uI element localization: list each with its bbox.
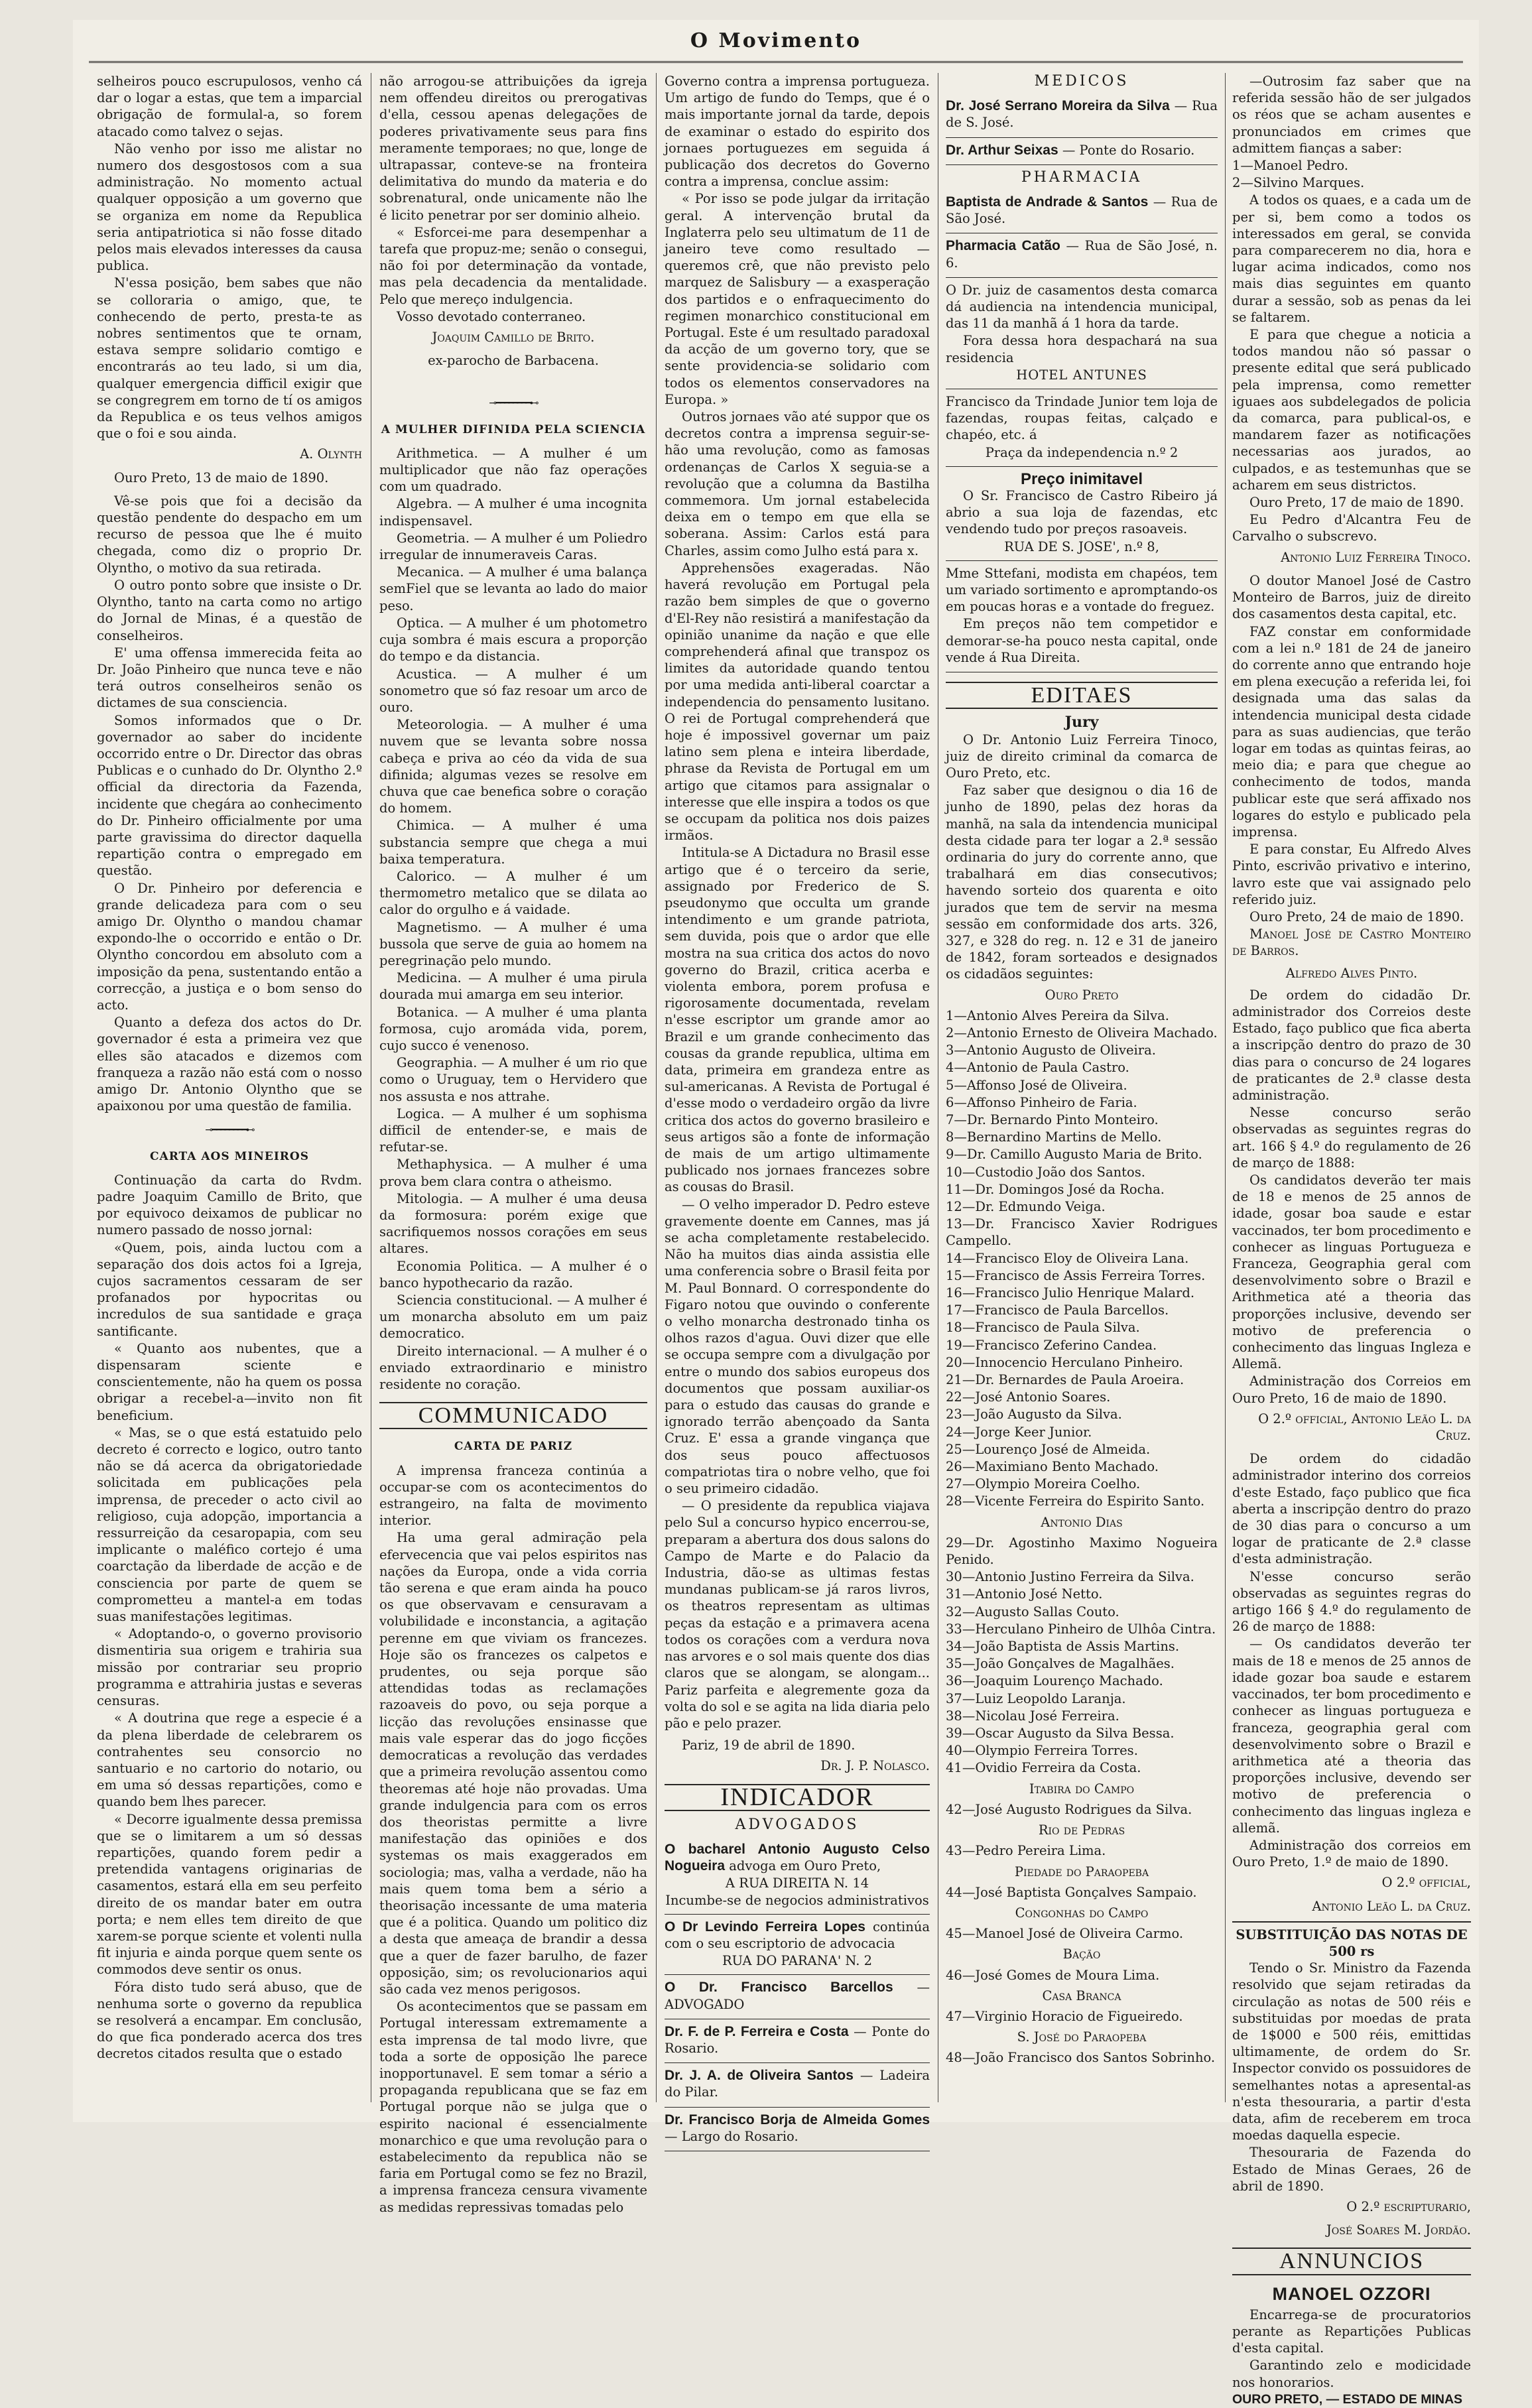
ad-block	[946, 561, 1218, 672]
ad-entry	[946, 142, 1218, 158]
ad-address: RUA DE S. JOSE', n.º 8,	[1004, 539, 1159, 554]
definition-item: Geometria. — A mulher é um Poliedro irregular de innumeraveis Caras.	[379, 530, 647, 563]
list-item: 2—Silvino Marques.	[1232, 175, 1365, 191]
definition-item: Mecanica. — A mulher é uma balança semFiel que se levanta ao lado do maior peso.	[379, 564, 647, 613]
paragraph: Nesse concurso serão observadas as seguintes regras do art. 166 § 4.º do regulamento de 26 de março de 1888:	[1232, 1105, 1471, 1171]
juror-entry: 34—João Baptista de Assis Martins.	[946, 1639, 1180, 1655]
ad-entry	[946, 194, 1218, 227]
ad-text: Em preços não tem competidor e demorar-se-ha pouco nesta capital, onde vende á Rua Direita.	[946, 616, 1218, 665]
definition-item: Algebra. — A mulher é uma incognita indispensavel.	[379, 496, 647, 529]
juror-entry: 30—Antonio Justino Ferreira da Silva.	[946, 1569, 1194, 1585]
ad-address: OURO PRETO, — ESTADO DE MINAS	[1232, 2391, 1463, 2407]
juror-entry: 12—Dr. Edmundo Veiga.	[946, 1198, 1106, 1214]
signature: Antonio Luiz Ferreira Tinoco.	[1281, 549, 1471, 565]
paragraph: Thesouraria de Fazenda do Estado de Minas Geraes, 26 de abril de 1890.	[1232, 2145, 1471, 2194]
ad-block	[946, 389, 1218, 467]
paragraph: « Adoptando-o, o governo provisorio dismentiria sua origem e trahiria sua missão por contrariar seu proprio programma e attrahiria justas e severas censuras.	[97, 1626, 362, 1709]
district-heading: S. José do Paraopeba	[1017, 2029, 1147, 2045]
signature: O 2.º official,	[1381, 1875, 1471, 1891]
juror-entry: 24—Jorge Keer Junior.	[946, 1424, 1092, 1440]
ad-name: O bacharel Antonio Augusto Celso Nogueira	[665, 1841, 930, 1874]
ad-entry	[665, 2067, 930, 2100]
district-heading: Rio de Pedras	[1038, 1822, 1125, 1838]
definition-item: Logica. — A mulher é um sophisma difficil de entender-se, e mais de refutar-se.	[379, 1106, 647, 1155]
signature: O 2.º official, Antonio Leão L. da Cruz.	[1258, 1411, 1471, 1444]
ad-entry	[946, 237, 1218, 271]
ad-title: HOTEL ANTUNES	[1016, 367, 1147, 383]
column-4	[946, 73, 1218, 2102]
juror-entry: 9—Dr. Camillo Augusto Maria de Brito.	[946, 1147, 1202, 1163]
juror-entry: 7—Dr. Bernardo Pinto Monteiro.	[946, 1111, 1159, 1127]
district-heading: Antonio Dias	[1041, 1514, 1123, 1530]
column-divider	[656, 73, 657, 2102]
ad-entry	[665, 2112, 930, 2145]
district-heading: Casa Branca	[1042, 1988, 1121, 2003]
juror-entry: 17—Francisco de Paula Barcellos.	[946, 1302, 1169, 1318]
paragraph: « Esforcei-me para desempenhar a tarefa que propuz-me; senão o consegui, não foi por determinação da vontade, mas pela decadencia da mentalidade. Pelo que mereço indulgencia.	[379, 224, 647, 307]
ad-block	[665, 2108, 930, 2151]
juror-entry: 31—Antonio José Netto.	[946, 1586, 1103, 1602]
ad-block	[946, 190, 1218, 233]
paragraph: « Mas, se o que está estatuido pelo decreto é correcto e logico, outro tanto não se dá acerca da obrigatoriedade solicitada em publicações pela imprensa, de preceder o acto civil ao religioso, cuja adopção, importancia a ressurreição da cesaropapia, com seu implicante o maléfico cortejo é uma coarctação da liberdade de acção e de consciencia por parte de quem se comprometteu a mantel-a em todas suas manifestações legitimas.	[97, 1425, 362, 1625]
juror-entry: 11—Dr. Domingos José da Rocha.	[946, 1181, 1165, 1197]
paragraph: Fóra disto tudo será abuso, que de nenhuma sorte o governo da republica se resolverá a encampar. Em conclusão, do que fica ponderado acerca dos tres decretos citados resulta que o estado	[97, 1979, 362, 2062]
juror-entry: 18—Francisco de Paula Silva.	[946, 1320, 1140, 1336]
ad-text: — Ponte do Rosario.	[665, 2023, 930, 2056]
juror-entry: 16—Francisco Julio Henrique Malard.	[946, 1285, 1195, 1300]
dateline: Ouro Preto, 17 de maio de 1890.	[1249, 495, 1464, 511]
column-5	[1232, 73, 1471, 2407]
paragraph: E para constar, Eu Alfredo Alves Pinto, escrivão privativo e interino, lavro este que vai assignado pelo referido juiz.	[1232, 842, 1471, 907]
doctor-ads	[946, 94, 1218, 165]
article-fragment: selheiros pouco escrupulosos, venho cá dar o logar a estas, que tem a imparcial obrigação de formulal-a, so forem atacado como talvez o sejas.	[97, 74, 362, 139]
ad-entry	[665, 2023, 930, 2057]
juror-entry: 42—José Augusto Rodrigues da Silva.	[946, 1801, 1192, 1817]
juror-entry: 32—Augusto Sallas Couto.	[946, 1604, 1119, 1619]
section-subheading: CARTA DE PARIZ	[454, 1440, 573, 1454]
ad-title: Preço inimitavel	[1020, 470, 1143, 488]
list-item: 1—Manoel Pedro.	[1232, 158, 1348, 174]
district-heading: Bação	[1062, 1946, 1101, 1962]
juror-entry: 44—José Baptista Gonçalves Sampaio.	[946, 1884, 1197, 1900]
section-heading: SUBSTITUIÇÃO DAS NOTAS DE 500 rs	[1232, 1921, 1471, 1960]
definition-item: Economia Politica. — A mulher é o banco hypothecario da razão.	[379, 1258, 647, 1291]
column-divider	[1225, 73, 1226, 2102]
ad-name: O Dr Levindo Ferreira Lopes	[665, 1919, 865, 1934]
ornament-divider: ⊸━━━━━━━━⊷	[489, 398, 538, 409]
paragraph: O Dr. Pinheiro por deferencia e grande delicadeza para com o seu amigo Dr. Olyntho o mandou chamar expondo-lhe o occorrido e então o Dr. Olyntho concordou em absoluto com a imposição da pena, sustentando então a correcção, a justiça e o bom senso do acto.	[97, 880, 362, 1013]
definition-item: Direito internacional. — A mulher é o enviado extraordinario e ministro residente no coração.	[379, 1343, 647, 1393]
juror-entry: 5—Affonso José de Oliveira.	[946, 1077, 1127, 1093]
dateline: Pariz, 19 de abril de 1890.	[682, 1738, 856, 1753]
paragraph: Apprehensões exageradas. Não haverá revolução em Portugal pela razão bem simples de que o governo d'El-Rey não resistirá a manifestação da opinião unanime da nação e que elle comprehenderá afinal que transpoz os limites da autoridade quando tentou por uma medida anti-liberal coarctar a independencia do pensamento lusitano. O rei de Portugal comprehenderá que hoje é impossivel governar um paiz latino sem plena e inteira liberdade, phrase da Revista de Portugal em um artigo que citamos para assignalar o interesse que elle inspira a todos os que se occupam da politica nos dois paizes irmãos.	[665, 560, 930, 844]
definition-item: Magnetismo. — A mulher é uma bussola que serve de guia ao homem na peregrinação pelo mundo.	[379, 919, 647, 968]
ad-text: Francisco da Trindade Junior tem loja de fazendas, roupas feitas, calçado e chapéo, etc. á	[946, 394, 1218, 443]
signature: José Soares M. Jordão.	[1326, 2222, 1471, 2238]
ad-text: — Largo do Rosario.	[665, 2128, 798, 2144]
top-rule	[89, 61, 1463, 63]
paragraph: E para que chegue a noticia a todos mandou não só passar o presente edital que será publicado pela imprensa, como remetter iguaes aos subdelegados de policia da comarca, para publical-os, e mandarem fazer as notificações necessarias aos jurados, ao culpados, e as testemunhas que se acharem em seus districtos.	[1232, 327, 1471, 493]
ornament-divider: ⊸━━━━━━━━⊷	[205, 1125, 254, 1136]
signature: O 2.º escripturario,	[1346, 2198, 1471, 2214]
paragraph: — Os candidatos deverão ter mais de 18 e menos de 25 annos de idade gozar boa saude e estarem vaccinados, ter bom procedimento e conhecer as linguas portugueza e franceza, geographia geral com desenvolvimento sobre o Brazil e arithmetica até a theoria das proporções inclusive, devendo ser motivo de preferencia o conhecimento das linguas ingleza e allemã.	[1232, 1636, 1471, 1836]
paragraph: A imprensa franceza continúa a occupar-se com os acontecimentos do estrangeiro, na falta de movimento interior.	[379, 1462, 647, 1529]
paragraph: FAZ constar em conformidade com a lei n.º 181 de 24 de janeiro do corrente anno que entrando hoje em plena execução a referida lei, foi designada uma das salas da intendencia municipal desta cidade para as suas audiencias, que terão logar em todas as quintas feiras, ao meio dia; e para que chegue ao conhecimento de todos, manda publicar este que será affixado nos logares do estylo e publicado pela imprensa.	[1232, 623, 1471, 840]
paragraph: Faz saber que designou o dia 16 de junho de 1890, pelas dez horas da manhã, na sala da intendencia municipal desta cidade para ter logar a 2.ª sessão ordinaria do jury do corrente anno, que trabalhará em dias consecutivos; havendo sorteio dos quarenta e oito jurados que tem de servir na mesma sessão em conformidade dos arts. 326, 327, e 328 do reg. n. 12 e 31 de janeiro de 1842, foram sorteados e designados os cidadãos seguintes:	[946, 783, 1218, 982]
paragraph: Somos informados que o Dr. governador ao saber do incidente occorrido entre o Dr. Director das obras Publicas e o cunhado do Dr. Olyntho 2.º official da directoria da Fazenda, incidente que chegára ao conhecimento do Dr. Pinheiro officialmente por uma parte gravissima do director daquella repartição contra o empregado em questão.	[97, 712, 362, 879]
ad-block	[946, 94, 1218, 137]
ad-block	[946, 233, 1218, 277]
section-subheading: ADVOGADOS	[735, 1816, 860, 1833]
paragraph: « Quanto aos nubentes, que a dispensaram sciente e conscientemente, não ha quem os possa obrigar a recebel-a—invito non fit beneficium.	[97, 1340, 362, 1423]
juror-entry: 3—Antonio Augusto de Oliveira.	[946, 1043, 1156, 1058]
paragraph: A todos os quaes, e a cada um de per si, bem como a todos os interessados em geral, se convida para comparecerem no dia, hora e lugar acima indicados, como nos mais dias seguintes em quanto durar a sessão, sob as penas da lei se faltarem.	[1232, 192, 1471, 325]
ad-text: Fora dessa hora despachará na sua residencia	[946, 333, 1218, 365]
paragraph: Continuação da carta do Rvdm. padre Joaquim Camillo de Brito, que por equivoco deixamos de publicar no numero passado de nosso jornal:	[97, 1172, 362, 1238]
paragraph: Administração dos correios em Ouro Preto, 1.º de maio de 1890.	[1232, 1837, 1471, 1870]
juror-entry: 23—João Augusto da Silva.	[946, 1407, 1122, 1423]
section-heading: A MULHER DIFINIDA PELA SCIENCIA	[381, 422, 646, 436]
juror-entry: 27—Olympio Moreira Coelho.	[946, 1476, 1141, 1492]
signature: Dr. J. P. Nolasco.	[820, 1758, 930, 1774]
definition-item: Calorico. — A mulher é um thermometro metalico que se dilata ao calor do orgulho e á vaidade.	[379, 868, 647, 918]
section-subheading: Jury	[1064, 714, 1099, 731]
paragraph: Eu Pedro d'Alcantra Feu de Carvalho o subscrevo.	[1232, 512, 1471, 544]
column-1	[97, 73, 362, 2102]
ad-name: Pharmacia Catão	[946, 238, 1060, 254]
ad-text: — Ponte do Rosario.	[1062, 142, 1195, 158]
juror-entry: 36—Joaquim Lourenço Machado.	[946, 1673, 1163, 1689]
ad-note: Incumbe-se de negocios administrativos	[665, 1892, 929, 1908]
juror-entry: 37—Luiz Leopoldo Laranja.	[946, 1690, 1126, 1706]
column-2	[379, 73, 647, 2215]
definitions-list	[379, 445, 647, 1393]
paragraph: Outros jornaes vão até suppor que os decretos contra a imprensa seguir-se-hão uma revolução, como as famosas ordenanças de Carlos X seguia-se a revolução que a columna da Bastilha commemora. Um jornal estabelecida deixa em o tempo em que ella se soberana. Assim: Carlos está para Charles, assim como Julho está para x.	[665, 409, 930, 558]
ad-text: O Sr. Francisco de Castro Ribeiro já abrio a sua loja de fazendas, etc vendendo tudo por preços rasoaveis.	[946, 488, 1218, 537]
paragraph: — O velho imperador D. Pedro esteve gravemente doente em Cannes, mas já se acha completamente restabelecido. Não ha muitos dias ainda assistia elle uma conferencia sobre o Brasil feita por M. Paul Bonnard. O correspondente do Figaro notou que ouvindo o conferente o velho monarcha destronado tinha os olhos razos d'agua. Ouvi dizer que elle se occupa sempre com a divulgação por entre o mundo dos sabios europeus dos documentos que possam auxiliar-os para o estudo das causas do grande e ignorado terrão abençoado da Santa Cruz. E' essa a grande vingança que dos seus pouco affectuosos compatriotas tira o nobre velho, que foi o seu primeiro cidadão.	[665, 1196, 930, 1497]
paragraph: Os candidatos deverão ter mais de 18 e menos de 25 annos de idade, gosar boa saude e estar vaccinados, ter bom procedimento e conhecer as linguas Portugueza e Franceza, Geographia geral com desenvolvimento sobre o Brazil e Arithmetica até a theoria das proporções inclusive, devendo ser motivo de preferencia o conhecimento das linguas Ingleza e Allemã.	[1232, 1172, 1471, 1372]
ad-name: Baptista de Andrade & Santos	[946, 194, 1149, 210]
ad-block	[665, 1837, 930, 1915]
juror-entry: 19—Francisco Zeferino Candea.	[946, 1337, 1157, 1353]
section-subheading: PHARMACIA	[1021, 168, 1143, 186]
ad-entry	[946, 97, 1218, 131]
juror-entry: 25—Lourenço José de Almeida.	[946, 1441, 1151, 1457]
pharmacy-ads	[946, 190, 1218, 278]
masthead: O Movimento	[690, 29, 862, 52]
signature: Joaquim Camillo de Brito.	[432, 330, 595, 346]
paragraph: Vosso devotado conterraneo.	[397, 308, 586, 324]
juror-entry: 10—Custodio João dos Santos.	[946, 1164, 1145, 1180]
signature: A. Olynth	[300, 446, 362, 462]
section-heading: CARTA AOS MINEIROS	[149, 1149, 309, 1163]
definition-item: Geographia. — A mulher é um rio que como o Uruguay, tem o Hervidero que nos assusta e nos attrahe.	[379, 1055, 647, 1104]
ad-address: Praça da independencia n.º 2	[985, 444, 1179, 460]
paragraph: De ordem do cidadão administrador interino dos correios d'este Estado, faço publico que fica aberta a inscripção dentro do prazo de 30 dias para o concurso a um logar de praticante de 2.ª classe d'esta administração.	[1232, 1451, 1471, 1567]
ad-name: Dr. Francisco Borja de Almeida Gomes	[665, 2112, 930, 2127]
signature-title: ex-parocho de Barbacena.	[428, 353, 599, 369]
ad-entry	[665, 1979, 930, 2012]
section-box-heading: COMMUNICADO	[379, 1402, 647, 1429]
ad-block	[946, 467, 1218, 561]
paragraph: E' uma offensa immerecida feita ao Dr. João Pinheiro que nunca teve e não terá outros conselheiros senão os dictames de sua consciencia.	[97, 645, 362, 711]
juror-entry: 28—Vicente Ferreira do Espirito Santo.	[946, 1493, 1205, 1509]
paragraph: Governo contra a imprensa portugueza. Um artigo de fundo do Temps, que é o mais importante jornal da tarde, depois de examinar o estado do espirito dos jornaes portuguezes em seguida á publicação dos decretos do Governo contra a imprensa, conclue assim:	[665, 74, 930, 190]
paragraph: O doutor Manoel José de Castro Monteiro de Barros, juiz de direito dos casamentos desta capital, etc.	[1232, 572, 1471, 622]
definition-item: Optica. — A mulher é um photometro cuja sombra é mais escura a proporção do tempo e da distancia.	[379, 615, 647, 665]
paragraph: N'esse concurso serão observadas as seguintes regras do artigo 166 § 4.º do regulamento de 26 de março de 1888:	[1232, 1568, 1471, 1635]
ad-text: — Ladeira do Pilar.	[665, 2068, 930, 2100]
ad-entry	[665, 1841, 930, 1874]
ad-text: — ADVOGADO	[665, 1980, 930, 2012]
juror-entry: 13—Dr. Francisco Xavier Rodrigues Campello.	[946, 1216, 1218, 1249]
ad-text: — Rua de S. José.	[946, 98, 1218, 131]
signature: Manoel José de Castro Monteiro de Barros.	[1232, 926, 1471, 959]
paragraph: Intitula-se A Dictadura no Brasil esse artigo que é o terceiro da serie, assignado por Frederico de S. pseudonymo que occulta um grande intendimento e um grande patriota, sem duvida, pois que o ardor que elle mostra na sua critica dos actos do novo governo do Brazil, critica acerba e violenta embora, porem profusa e rigorosamente documentada, revelam n'esse escriptor um grande amor ao Brazil e um grande conhecimento das cousas da grande republica, ultima em data, primeira em grandeza entre as sul-americanas. A Revista de Portugal é d'esse modo o verdadeiro orgão da livre critica dos actos do governo brasileiro e seus artigos são a fonte de informação de mais de um artigo ultimamente publicado nos jornaes francezes sobre as cousas do Brasil.	[665, 845, 930, 1195]
ad-text: O Dr. juiz de casamentos desta comarca dá audiencia na intendencia municipal, das 11 da manhã á 1 hora da tarde.	[946, 282, 1218, 332]
paragraph: « A doutrina que rege a especie é a da plena liberdade de celebrarem os contrahentes seu consorcio no santuario e no cartorio do notario, ou em uma só dessas repartições, como e quando bem lhes parecer.	[97, 1710, 362, 1810]
paragraph: Quanto a defeza dos actos do Dr. governador é esta a primeira vez que elles são atacados e dizemos com franqueza a razão não está com o nosso amigo Dr. Antonio Olyntho que se apaixonou por uma questão de familia.	[97, 1015, 362, 1114]
juror-entry: 45—Manoel José de Oliveira Carmo.	[946, 1926, 1184, 1942]
juror-entry: 6—Affonso Pinheiro de Faria.	[946, 1094, 1137, 1110]
ad-text: — Rua de São José.	[946, 194, 1218, 227]
paragraph: « Por isso se pode julgar da irritação geral. A intervenção brutal da Inglaterra pelo seu ultimatum de 11 de janeiro teve como resultado — queremos crê, que não previsto pelo marquez de Salisbury — a exasperação dos partidos e o enfraquecimento do regimen monarchico constitucional em Portugal. Este é um resultado paradoxal da acção de um governo tory, que se sente providencia-se solidario com todos os elementos conservadores na Europa. »	[665, 191, 930, 407]
juror-entry: 47—Virginio Horacio de Figueiredo.	[946, 2008, 1183, 2024]
ad-text: Mme Sttefani, modista em chapéos, tem um variado sortimento e apromptando-os em poucas horas e a vontade do freguez.	[946, 565, 1218, 615]
juror-entry: 4—Antonio de Paula Castro.	[946, 1060, 1129, 1076]
paragraph: Tendo o Sr. Ministro da Fazenda resolvido que sejam retiradas da circulação as notas de 500 réis e substituidas por moedas de prata de 1$000 e 500 réis, emittidas ultimamente, de ordem do Sr. Inspector convido os possuidores de semelhantes notas a apresental-as n'esta thesouraria, a partir d'esta data, afim de receberem em troca moedas daquella especie.	[1232, 1960, 1471, 2143]
dateline: Ouro Preto, 24 de maio de 1890.	[1249, 909, 1464, 924]
paragraph: —Outrosim faz saber que na referida sessão hão de ser julgados os réos que se acham ausentes e pronunciados em crimes que admittem fianças a saber:	[1232, 74, 1471, 156]
ad-name: Dr. F. de P. Ferreira e Costa	[665, 2023, 849, 2039]
ad-text: — Rua de São José, n. 6.	[946, 238, 1218, 271]
juror-entry: 43—Pedro Pereira Lima.	[946, 1843, 1106, 1859]
juror-entry: 21—Dr. Bernardes de Paula Aroeira.	[946, 1372, 1184, 1388]
section-subheading: MEDICOS	[1034, 73, 1129, 90]
definition-item: Arithmetica. — A mulher é um multiplicador que não faz operações com um quadrado.	[379, 445, 647, 495]
paragraph: não arrogou-se attribuições da igreja nem offendeu direitos ou prerogativas d'ella, cessou apenas delegações de poderes privativamente seus para fins meramente temporaes; no que, longe de ultrapassar, conteve-se na fronteira delimitativa do mundo da materia e do sobrenatural, onde unicamente não lhe é licito penetrar por ser dominio alheio.	[379, 74, 647, 223]
jury-list	[946, 987, 1218, 2066]
juror-entry: 39—Oscar Augusto da Silva Bessa.	[946, 1726, 1175, 1742]
juror-entry: 41—Ovidio Ferreira da Costa.	[946, 1760, 1141, 1776]
juror-entry: 26—Maximiano Bento Machado.	[946, 1459, 1159, 1475]
juror-entry: 14—Francisco Eloy de Oliveira Lana.	[946, 1250, 1189, 1266]
paragraph: « Decorre igualmente dessa premissa que se o limitarem a um só dessas repartições, quando forem pedir a pretendida vantagens originarias de casamentos, estará ella em seu perfeito direito de os mandar bater em outra porta; e nem elles tem direito de que xarem-se porque sciente et volenti nulla fit injuria e ainda porque quem sente os commodos deve sentir os onus.	[97, 1811, 362, 1978]
ad-address: A RUA DIREITA N. 14	[725, 1875, 869, 1891]
paragraph: O outro ponto sobre que insiste o Dr. Olyntho, tanto na carta como no artigo do Jornal de Minas, é a questão de conselheiros.	[97, 577, 362, 643]
juror-entry: 22—José Antonio Soares.	[946, 1389, 1111, 1405]
ad-text: advoga em Ouro Preto,	[729, 1858, 881, 1874]
paragraph: N'essa posição, bem sabes que não se colloraria o amigo, que, te conhecendo de perto, presta-te as nobres sentimentos que te ornam, estava sempre solidario comtigo e encontrarás ao teu lado, si um dia, qualquer emergencia difficil exigir que se congregrem em torno de tí os amigos da Republica e os teus velhos amigos que o foi e sou ainda.	[97, 275, 362, 442]
paragraph: De ordem do cidadão Dr. administrador dos Correios deste Estado, faço publico que fica aberta a inscripção dentro do prazo de 30 dias para o concurso de 24 logares de praticantes de 2.ª classe desta administração.	[1232, 987, 1471, 1103]
ad-address: RUA DO PARANA' N. 2	[722, 1953, 873, 1969]
paragraph: «Quem, pois, ainda luctou com a separação dos dois actos foi a Igreja, cujos sacramentos cessaram de ser profanados por hypocritas ou incredulos de sua santidade e graça santificante.	[97, 1239, 362, 1339]
paragraph: Garantindo zelo e modicidade nos honorarios.	[1232, 2358, 1471, 2390]
definition-item: Meteorologia. — A mulher é uma nuvem que se levanta sobre nossa cabeça e priva ao céo da vida de sua difinida; algumas vezes se resolve em chuva que cae benefica sobre o coração do homem.	[379, 717, 647, 816]
ad-block	[665, 1975, 930, 2019]
juror-entry: 48—João Francisco dos Santos Sobrinho.	[946, 2050, 1216, 2066]
paragraph: Ha uma geral admiração pela efervecencia que vai pelos espiritos nas nações da Europa, onde a vida corria tão serena e que eram ainda ha pouco os que observavam e censuravam a volubilidade e inconstancia, a agitação perenne em que viviam os francezes. Hoje são os francezes os calpetos e prudentes, ou seja porque são attendidas todas as reclamações razoaveis do povo, ou seja porque a licção das revoluções ensinasse que mais vale esperar das do jogo ficções democraticas a revolução das verdades que a primeira revolução assentou como theoremas até hoje não provadas. Uma grande indulgencia para com os erros dos theoristas permitte a livre manifestação das opiniões e dos systemas os mais exaggerados em sociologia; mas, valha a verdade, não ha mais quem toma bem a sério a theorisação incessante de uma materia que é a politica. Quando um politico diz a desta que ameaça de brandir a dessa que a quer de fazer barulho, de fazer opposição, sim; os revolucionarios aqui são cada vez menos perigosos.	[379, 1530, 647, 1997]
juror-entry: 40—Olympio Ferreira Torres.	[946, 1743, 1138, 1759]
ad-block	[946, 138, 1218, 165]
paragraph: Não venho por isso me alistar no numero dos desgostosos com a sua administração. No momento actual qualquer opposição a um governo que se organiza em nome da Republica seria antipatriotica si não fosse ditado pelos mais elevados interesses da causa publica.	[97, 141, 362, 274]
juror-entry: 20—Innocencio Herculano Pinheiro.	[946, 1354, 1183, 1370]
ad-block	[665, 1915, 930, 1976]
section-box-heading: EDITAES	[946, 682, 1218, 709]
ad-name: Dr. J. A. de Oliveira Santos	[665, 2068, 854, 2084]
definition-item: Sciencia constitucional. — A mulher é um monarcha absoluto em um paiz democratico.	[379, 1293, 647, 1342]
juror-entry: 33—Herculano Pinheiro de Ulhôa Cintra.	[946, 1621, 1216, 1637]
signature: Alfredo Alves Pinto.	[1285, 965, 1418, 981]
juror-entry: 15—Francisco de Assis Ferreira Torres.	[946, 1267, 1206, 1283]
paragraph: Os acontecimentos que se passam em Portugal interessam extremamente a esta imprensa de tal modo livre, que toda a sorte de opposição lhe parece inopportunavel. E sem tomar a sério a propaganda republicana que se faz em Portugal porque não se julga que o espirito nacional é essencialmente monarchico e que uma revolução para o estabelecimento da republica não se faria em Portugal como se fez no Brazil, a imprensa franceza censura vivamente as medidas repressivas tomadas pelo	[379, 1999, 647, 2215]
newspaper-page	[73, 20, 1479, 2407]
ad-name: Dr. José Serrano Moreira da Silva	[946, 98, 1170, 114]
district-heading: Piedade do Paraopeba	[1014, 1864, 1149, 1879]
ad-text: continúa com o seu escriptorio de advocacia	[665, 1919, 930, 1951]
ad-block	[946, 278, 1218, 389]
ad-block	[665, 2019, 930, 2063]
juror-entry: 2—Antonio Ernesto de Oliveira Machado.	[946, 1025, 1218, 1041]
district-heading: Ouro Preto	[1045, 987, 1119, 1003]
definition-item: Methaphysica. — A mulher é uma prova bem clara contra o atheismo.	[379, 1157, 647, 1189]
definition-item: Chimica. — A mulher é uma substancia sempre que chega a mui baixa temperatura.	[379, 818, 647, 867]
column-3	[665, 73, 930, 2144]
paragraph: Encarrega-se de procuratorios perante as Repartições Publicas d'esta capital.	[1232, 2307, 1471, 2356]
ad-block	[665, 2063, 930, 2107]
definition-item: Acustica. — A mulher é um sonometro que só faz resoar um arco de ouro.	[379, 666, 647, 715]
juror-entry: 8—Bernardino Martins de Mello.	[946, 1129, 1162, 1145]
lawyer-ads	[665, 1837, 930, 2151]
district-heading: Itabira do Campo	[1029, 1781, 1135, 1797]
ad-name: Dr. Arthur Seixas	[946, 142, 1058, 158]
paragraph: Administração dos Correios em Ouro Preto, 16 de maio de 1890.	[1232, 1373, 1471, 1406]
section-box-heading: INDICADOR	[665, 1784, 930, 1811]
juror-entry: 1—Antonio Alves Pereira da Silva.	[946, 1007, 1169, 1023]
ad-title: MANOEL OZZORI	[1272, 2283, 1431, 2304]
definition-item: Mitologia. — A mulher é uma deusa da formosura: porém exige que sacrifiquemos nossos corações em seus altares.	[379, 1190, 647, 1257]
definition-item: Medicina. — A mulher é uma pirula dourada mui amarga em seu interior.	[379, 970, 647, 1003]
district-heading: Congonhas do Campo	[1015, 1905, 1149, 1921]
signature: Antonio Leão L. da Cruz.	[1312, 1898, 1471, 1914]
paragraph: O Dr. Antonio Luiz Ferreira Tinoco, juiz de direito criminal da comarca de Ouro Preto, etc.	[946, 731, 1218, 781]
juror-entry: 38—Nicolau José Ferreira.	[946, 1708, 1119, 1724]
definition-item: Botanica. — A mulher é uma planta formosa, cujo aromáda vida, porem, cujo succo é venenoso.	[379, 1004, 647, 1053]
dateline: Ouro Preto, 13 de maio de 1890.	[114, 470, 329, 485]
ad-entry	[665, 1919, 930, 1952]
juror-entry: 46—José Gomes de Moura Lima.	[946, 1967, 1160, 1983]
paragraph: Vê-se pois que foi a decisão da questão pendente do despacho em um recurso de pessoa que lhe é muito chegada, como diz o proprio Dr. Olyntho, o motivo da sua retirada.	[97, 493, 362, 576]
juror-entry: 29—Dr. Agostinho Maximo Nogueira Penido.	[946, 1535, 1218, 1568]
section-box-heading: ANNUNCIOS	[1232, 2248, 1471, 2275]
paragraph: — O presidente da republica viajava pelo Sul a concurso hypico encerrou-se, preparam a abertura dos dous salons do Campo de Marte e do Palacio da Industria, dão-se as ultimas festas mundanas publicam-se já raros livros, os theatros representam as ultimas peças da estação e a primavera acena todos os corações com a verdura nova nas arvores e o sol mais quente dos dias claros que se alongam, se alongam... Pariz parfeita e alegremente goza da volta do sol e se agita na lida diaria pelo pão e pelo prazer.	[665, 1498, 930, 1731]
ad-name: O Dr. Francisco Barcellos	[665, 1980, 893, 1996]
juror-entry: 35—João Gonçalves de Magalhães.	[946, 1656, 1175, 1672]
